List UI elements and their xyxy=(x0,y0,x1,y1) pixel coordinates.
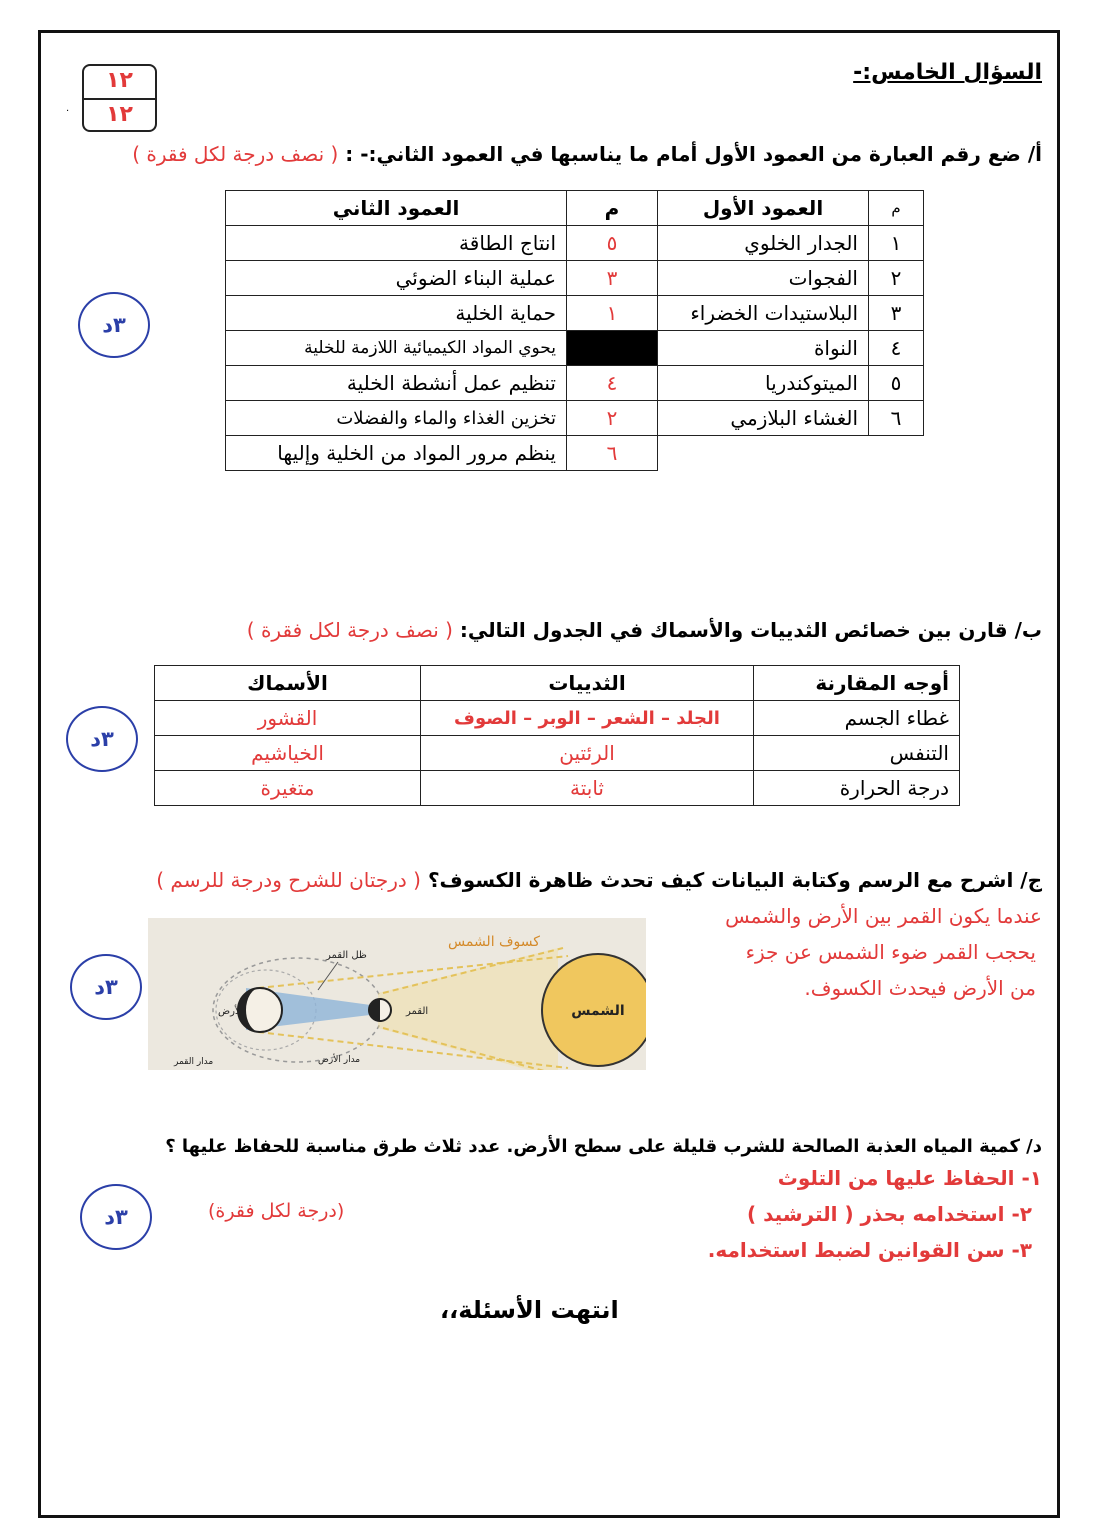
section-d-note: (درجة لكل فقرة) xyxy=(208,1200,345,1222)
section-c-note: ( درجتان للشرح ودرجة للرسم ) xyxy=(156,868,421,892)
section-a-note: ( نصف درجة لكل فقرة ) xyxy=(132,142,339,166)
earth-orbit-label: مدار الأرض xyxy=(318,1055,361,1065)
table-row: غطاء الجسم الجلد – الشعر – الوبر – الصوف القشور xyxy=(155,701,960,736)
moon-shadow-label: ظل القمر xyxy=(326,950,367,961)
section-d-prompt: د/ كمية المياه العذبة الصالحة للشرب قليلة على سطح الأرض. عدد ثلاث طرق مناسبة للحفاظ عليها ؟ xyxy=(165,1136,1042,1157)
earth-label: الأرض xyxy=(218,1006,244,1017)
section-c-grade: ٣د xyxy=(70,954,142,1020)
section-b-note: ( نصف درجة لكل فقرة ) xyxy=(246,618,453,642)
eclipse-illustration xyxy=(148,918,646,1070)
table-row: ٢ الفجوات ٣ عملية البناء الضوئي xyxy=(226,261,924,296)
section-a-prompt: أ/ ضع رقم العبارة من العمود الأول أمام ما يناسبها في العمود الثاني:- : ( نصف درجة لكل فقرة ) xyxy=(132,142,1042,166)
table-header-row: م العمود الأول م العمود الثاني xyxy=(226,191,924,226)
table-header-row: أوجه المقارنة الثدييات الأسماك xyxy=(155,666,960,701)
question-title: السؤال الخامس:- xyxy=(853,60,1042,85)
section-d-grade: ٣د xyxy=(80,1184,152,1250)
section-c-answer: عندما يكون القمر بين الأرض والشمس يحجب القمر ضوء الشمس عن جزء من الأرض فيحدث الكسوف. xyxy=(725,904,1042,1000)
table-row: ١ الجدار الخلوي ٥ انتاج الطاقة xyxy=(226,226,924,261)
table-row: ٦ ينظم مرور المواد من الخلية وإليها xyxy=(226,436,924,471)
table-row: ٥ الميتوكندريا ٤ تنظيم عمل أنشطة الخلية xyxy=(226,366,924,401)
comparison-table xyxy=(154,665,960,806)
section-d-answers: ١- الحفاظ عليها من التلوث ٢- استخدامه بحذر ( الترشيد ) ٣- سن القوانين لضبط استخدامه. xyxy=(707,1166,1042,1262)
score-top: ١٢ xyxy=(106,68,133,93)
diagram-title: كسوف الشمس xyxy=(448,934,540,950)
section-a-grade: ٣د xyxy=(78,292,150,358)
moon-orbit-label: مدار القمر xyxy=(174,1057,214,1067)
table-row: ٦ الغشاء البلازمي ٢ تخزين الغذاء والماء والفضلات xyxy=(226,401,924,436)
moon-label: القمر xyxy=(406,1006,429,1017)
section-c-prompt: ج/ اشرح مع الرسم وكتابة البيانات كيف تحدث ظاهرة الكسوف؟ ( درجتان للشرح ودرجة للرسم ) xyxy=(156,868,1042,892)
table-row: ٤ النواة يحوي المواد الكيميائية اللازمة للخلية xyxy=(226,331,924,366)
table-row: التنفس الرئتين الخياشيم xyxy=(155,736,960,771)
score-bottom: ١٢ xyxy=(106,102,133,127)
redacted-cell xyxy=(567,331,658,366)
score-box xyxy=(82,64,157,132)
eclipse-diagram xyxy=(148,918,646,1070)
end-text: انتهت الأسئلة،، xyxy=(440,1296,619,1324)
section-b-prompt: ب/ قارن بين خصائص الثدييات والأسماك في الجدول التالي: ( نصف درجة لكل فقرة ) xyxy=(246,618,1042,642)
sun-label: الشمس xyxy=(571,1003,625,1019)
matching-table xyxy=(225,190,924,471)
table-row: ٣ البلاستيدات الخضراء ١ حماية الخلية xyxy=(226,296,924,331)
section-b-grade: ٣د xyxy=(66,706,138,772)
table-row: درجة الحرارة ثابتة متغيرة xyxy=(155,771,960,806)
